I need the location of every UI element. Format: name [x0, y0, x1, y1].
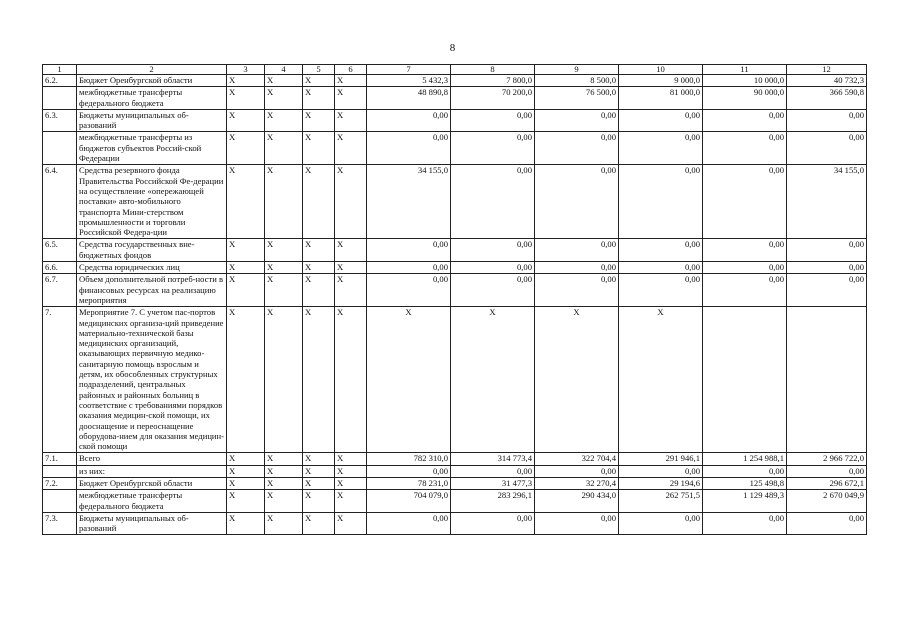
- value-cell: X: [619, 307, 703, 453]
- row-number: 7.3.: [43, 512, 77, 535]
- mark-cell: X: [227, 477, 265, 489]
- value-cell: 0,00: [619, 132, 703, 165]
- table-row: [43, 453, 867, 465]
- value-cell: 40 732,3: [787, 75, 867, 87]
- table-row: [43, 477, 867, 489]
- value-cell: 0,00: [703, 274, 787, 307]
- value-cell: 10 000,0: [703, 75, 787, 87]
- column-header: 10: [619, 65, 703, 75]
- mark-cell: X: [303, 512, 335, 535]
- table-row: [43, 490, 867, 513]
- value-cell: 0,00: [451, 165, 535, 239]
- value-cell: 0,00: [535, 262, 619, 274]
- value-cell: 0,00: [703, 132, 787, 165]
- value-cell: 0,00: [703, 512, 787, 535]
- row-number: [43, 132, 77, 165]
- value-cell: 0,00: [619, 512, 703, 535]
- table-row: [43, 262, 867, 274]
- value-cell: 78 231,0: [367, 477, 451, 489]
- mark-cell: X: [227, 239, 265, 262]
- value-cell: 296 672,1: [787, 477, 867, 489]
- row-number: 6.4.: [43, 165, 77, 239]
- mark-cell: X: [335, 75, 367, 87]
- row-description: межбюджетные трансферты федерального бюджета: [77, 87, 227, 110]
- value-cell: 125 498,8: [703, 477, 787, 489]
- value-cell: 290 434,0: [535, 490, 619, 513]
- mark-cell: X: [227, 132, 265, 165]
- value-cell: 0,00: [367, 512, 451, 535]
- value-cell: 0,00: [451, 262, 535, 274]
- mark-cell: X: [265, 274, 303, 307]
- mark-cell: X: [265, 165, 303, 239]
- row-number: [43, 87, 77, 110]
- mark-cell: X: [335, 165, 367, 239]
- value-cell: 0,00: [535, 465, 619, 477]
- value-cell: 0,00: [451, 239, 535, 262]
- value-cell: 0,00: [787, 262, 867, 274]
- mark-cell: X: [265, 262, 303, 274]
- value-cell: 0,00: [787, 274, 867, 307]
- row-number: 7.2.: [43, 477, 77, 489]
- row-description: Бюджеты муниципальных об-разований: [77, 512, 227, 535]
- value-cell: 5 432,3: [367, 75, 451, 87]
- value-cell: X: [535, 307, 619, 453]
- mark-cell: X: [303, 109, 335, 132]
- column-header: 5: [303, 65, 335, 75]
- mark-cell: X: [265, 132, 303, 165]
- mark-cell: X: [265, 490, 303, 513]
- mark-cell: X: [335, 477, 367, 489]
- value-cell: 2 670 049,9: [787, 490, 867, 513]
- mark-cell: X: [335, 274, 367, 307]
- value-cell: 0,00: [619, 109, 703, 132]
- value-cell: 0,00: [619, 465, 703, 477]
- row-description: Объем дополнительной потреб-ности в финансовых ресурсах на реализацию мероприятия: [77, 274, 227, 307]
- mark-cell: X: [227, 490, 265, 513]
- value-cell: 0,00: [703, 239, 787, 262]
- row-number: 6.5.: [43, 239, 77, 262]
- value-cell: 0,00: [703, 262, 787, 274]
- value-cell: 0,00: [451, 465, 535, 477]
- mark-cell: X: [335, 262, 367, 274]
- mark-cell: X: [265, 453, 303, 465]
- mark-cell: X: [335, 465, 367, 477]
- value-cell: 0,00: [367, 239, 451, 262]
- mark-cell: X: [303, 465, 335, 477]
- mark-cell: X: [227, 307, 265, 453]
- value-cell: 0,00: [787, 512, 867, 535]
- mark-cell: X: [335, 132, 367, 165]
- row-description: Бюджеты муниципальных об-разований: [77, 109, 227, 132]
- table-row: [43, 239, 867, 262]
- table-row: [43, 109, 867, 132]
- mark-cell: X: [265, 109, 303, 132]
- column-header: 3: [227, 65, 265, 75]
- mark-cell: X: [265, 75, 303, 87]
- value-cell: 0,00: [703, 465, 787, 477]
- mark-cell: X: [265, 477, 303, 489]
- value-cell: 283 296,1: [451, 490, 535, 513]
- value-cell: 90 000,0: [703, 87, 787, 110]
- mark-cell: X: [265, 87, 303, 110]
- value-cell: 29 194,6: [619, 477, 703, 489]
- table-row: [43, 512, 867, 535]
- row-description: межбюджетные трансферты федерального бюджета: [77, 490, 227, 513]
- table-row: [43, 307, 867, 453]
- value-cell: 0,00: [787, 132, 867, 165]
- mark-cell: X: [303, 453, 335, 465]
- mark-cell: X: [303, 132, 335, 165]
- row-description: из них:: [77, 465, 227, 477]
- mark-cell: X: [227, 109, 265, 132]
- row-description: Всего: [77, 453, 227, 465]
- row-number: [43, 490, 77, 513]
- mark-cell: X: [265, 465, 303, 477]
- column-header: 7: [367, 65, 451, 75]
- page-number: 8: [449, 42, 456, 54]
- mark-cell: X: [335, 453, 367, 465]
- mark-cell: X: [227, 512, 265, 535]
- value-cell: 0,00: [535, 274, 619, 307]
- value-cell: 0,00: [619, 165, 703, 239]
- value-cell: 0,00: [367, 274, 451, 307]
- value-cell: 0,00: [367, 132, 451, 165]
- value-cell: 0,00: [787, 239, 867, 262]
- value-cell: 34 155,0: [787, 165, 867, 239]
- row-description: Средства резервного фонда Правительства Российской Фе-дерации на осуществление «опережающей поставки» авто-мобильного транспорта Мини-стерством промышленности и торговли Российской Федера-ции: [77, 165, 227, 239]
- value-cell: 262 751,5: [619, 490, 703, 513]
- mark-cell: X: [227, 274, 265, 307]
- value-cell: 70 200,0: [451, 87, 535, 110]
- table-row: [43, 75, 867, 87]
- mark-cell: X: [227, 465, 265, 477]
- mark-cell: X: [265, 307, 303, 453]
- value-cell: 0,00: [619, 274, 703, 307]
- row-number: 6.6.: [43, 262, 77, 274]
- row-number: 6.2.: [43, 75, 77, 87]
- mark-cell: X: [303, 477, 335, 489]
- column-header: 2: [77, 65, 227, 75]
- value-cell: 0,00: [535, 132, 619, 165]
- value-cell: 0,00: [535, 239, 619, 262]
- mark-cell: X: [303, 274, 335, 307]
- row-description: Средства юридических лиц: [77, 262, 227, 274]
- mark-cell: X: [303, 165, 335, 239]
- mark-cell: X: [303, 239, 335, 262]
- value-cell: 0,00: [367, 109, 451, 132]
- mark-cell: X: [265, 512, 303, 535]
- budget-table: [42, 64, 867, 535]
- value-cell: 0,00: [787, 465, 867, 477]
- value-cell: 0,00: [451, 274, 535, 307]
- value-cell: 0,00: [535, 165, 619, 239]
- value-cell: 0,00: [451, 109, 535, 132]
- value-cell: X: [451, 307, 535, 453]
- value-cell: 0,00: [619, 239, 703, 262]
- table-row: [43, 165, 867, 239]
- value-cell: 9 000,0: [619, 75, 703, 87]
- value-cell: 0,00: [367, 465, 451, 477]
- value-cell: 1 254 988,1: [703, 453, 787, 465]
- mark-cell: X: [227, 262, 265, 274]
- column-header: 6: [335, 65, 367, 75]
- value-cell: 322 704,4: [535, 453, 619, 465]
- mark-cell: X: [335, 490, 367, 513]
- column-header: 4: [265, 65, 303, 75]
- value-cell: 0,00: [703, 165, 787, 239]
- row-number: 7.: [43, 307, 77, 453]
- column-header: 8: [451, 65, 535, 75]
- table-row: [43, 465, 867, 477]
- row-number: 6.3.: [43, 109, 77, 132]
- row-description: Бюджет Оренбургской области: [77, 477, 227, 489]
- mark-cell: X: [335, 239, 367, 262]
- value-cell: 0,00: [535, 512, 619, 535]
- value-cell: [787, 307, 867, 453]
- value-cell: 0,00: [451, 132, 535, 165]
- mark-cell: X: [335, 307, 367, 453]
- value-cell: 8 500,0: [535, 75, 619, 87]
- column-header: 12: [787, 65, 867, 75]
- table-row: [43, 132, 867, 165]
- mark-cell: X: [227, 165, 265, 239]
- mark-cell: X: [227, 75, 265, 87]
- mark-cell: X: [303, 490, 335, 513]
- mark-cell: X: [303, 262, 335, 274]
- value-cell: 2 966 722,0: [787, 453, 867, 465]
- value-cell: 31 477,3: [451, 477, 535, 489]
- table-header-row: [43, 65, 867, 75]
- value-cell: 48 890,8: [367, 87, 451, 110]
- row-number: [43, 465, 77, 477]
- value-cell: 0,00: [703, 109, 787, 132]
- row-number: 7.1.: [43, 453, 77, 465]
- value-cell: 32 270,4: [535, 477, 619, 489]
- value-cell: 34 155,0: [367, 165, 451, 239]
- column-header: 9: [535, 65, 619, 75]
- value-cell: 76 500,0: [535, 87, 619, 110]
- value-cell: 81 000,0: [619, 87, 703, 110]
- table-row: [43, 87, 867, 110]
- value-cell: X: [367, 307, 451, 453]
- value-cell: 0,00: [787, 109, 867, 132]
- value-cell: 366 590,8: [787, 87, 867, 110]
- mark-cell: X: [335, 512, 367, 535]
- value-cell: 0,00: [619, 262, 703, 274]
- mark-cell: X: [265, 239, 303, 262]
- value-cell: 314 773,4: [451, 453, 535, 465]
- mark-cell: X: [227, 87, 265, 110]
- mark-cell: X: [303, 307, 335, 453]
- value-cell: 291 946,1: [619, 453, 703, 465]
- value-cell: 1 129 489,3: [703, 490, 787, 513]
- mark-cell: X: [303, 87, 335, 110]
- table-row: [43, 274, 867, 307]
- mark-cell: X: [303, 75, 335, 87]
- mark-cell: X: [335, 109, 367, 132]
- value-cell: 7 800,0: [451, 75, 535, 87]
- value-cell: [703, 307, 787, 453]
- row-description: Бюджет Оренбургской области: [77, 75, 227, 87]
- row-description: межбюджетные трансферты из бюджетов субъектов Россий-ской Федерации: [77, 132, 227, 165]
- row-number: 6.7.: [43, 274, 77, 307]
- row-description: Мероприятие 7. С учетом пас-портов медицинских организа-ций приведение материально-технической базы медицинских организаций, оказывающих первичную медико-санитарную помощь взрослым и детям, их обособленных структурных подразделений, центральных районных и районных больниц в соответствие с требованиями порядков оказания медицин-ской помощи, их дооснащение и переоснащение оборудова-нием для оказания медицин-ской помощи: [77, 307, 227, 453]
- value-cell: 704 079,0: [367, 490, 451, 513]
- column-header: 1: [43, 65, 77, 75]
- value-cell: 0,00: [535, 109, 619, 132]
- mark-cell: X: [335, 87, 367, 110]
- column-header: 11: [703, 65, 787, 75]
- value-cell: 0,00: [451, 512, 535, 535]
- value-cell: 782 310,0: [367, 453, 451, 465]
- value-cell: 0,00: [367, 262, 451, 274]
- mark-cell: X: [227, 453, 265, 465]
- row-description: Средства государственных вне-бюджетных фондов: [77, 239, 227, 262]
